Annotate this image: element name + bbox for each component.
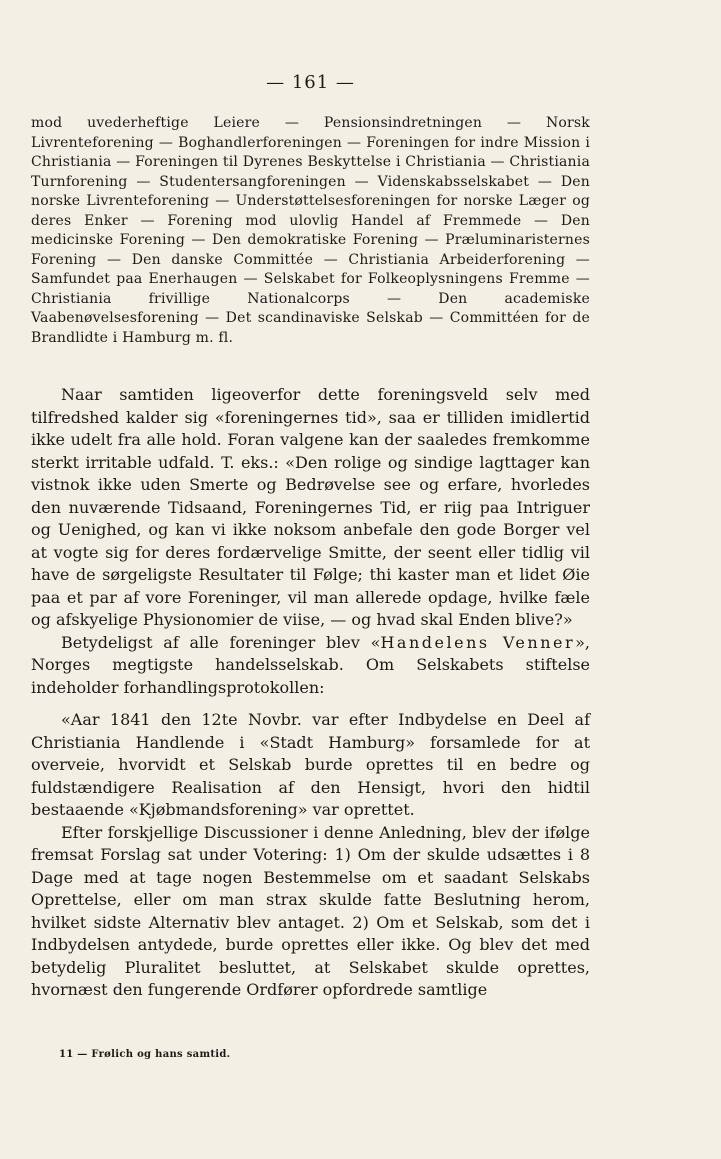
paragraph-2: [31, 632, 590, 700]
paragraph-2-after: », Norges megtigste handelsselskab. Om Selskabets stiftelse indeholder forhandlingsprotokollen:: [31, 632, 590, 697]
page-number: — 161 —: [266, 72, 355, 93]
society-name: Handelens Venner: [380, 632, 576, 652]
paragraph-2-before: Betydeligst af alle foreninger blev «: [61, 632, 381, 652]
association-list-paragraph: mod uvederheftige Leiere — Pensionsindretningen — Norsk Livrenteforening — Boghandlerforeningen — Foreningen for indre Mission i Christiania — Foreningen til Dyrenes Beskyttelse i Christiania — Christiania Turnforening — Studentersangforeningen — Videnskabsselskabet — Den norske Livrenteforening — Understøttelsesforeningen for norske Læger og deres Enker — Forening mod ulovlig Handel af Fremmede — Den medicinske Forening — Den demokratiske Forening — Præluminaristernes Forening — Den danske Committée — Christiania Arbeiderforening — Samfundet paa Enerhaugen — Selskabet for Folkeoplysningens Fremme — Christiania frivillige Nationalcorps — Den academiske Vaabenøvelsesforening — Det scandinaviske Selskab — Committéen for de Brandlidte i Hamburg m. fl.: [31, 115, 590, 346]
paragraph-3: «Aar 1841 den 12te Novbr. var efter Indbydelse en Deel af Christiania Handlende i «Stadt Hamburg» forsamlede for at overveie, hvorvidt et Selskab burde oprettes til en bedre og fuldstændigere Realisation af den Hensigt, hvori den hidtil bestaaende «Kjøbmandsforening» var oprettet.: [31, 710, 590, 819]
book-page: [31, 0, 590, 1159]
paragraph-1: Naar samtiden ligeoverfor dette foreningsveld selv med tilfredshed kalder sig «foreningernes tid», saa er tilliden imidlertid ikke udelt fra alle hold. Foran valgene kan der saaledes fremkomme sterkt irritable udfald. T. eks.: «Den rolige og sindige lagttager kan vistnok ikke uden Smerte og Bedrøvelse see og erfare, hvorledes den nuværende Tidsaand, Foreningernes Tid, er riig paa Intriguer og Uenighed, og kan vi ikke noksom anbefale den gode Borger vel at vogte sig for deres fordærvelige Smitte, der seent eller tidlig vil have de sørgeligste Resultater til Følge; thi kaster man et lidet Øie paa et par af vore Foreninger, vil man allerede opdage, hvilke fæle og afskyelige Physionomier de viise, — og hvad skal Enden blive?»: [31, 385, 590, 629]
main-text: [31, 384, 590, 1002]
printer-signature: 11 — Frølich og hans samtid.: [59, 1049, 231, 1060]
paragraph-4: Efter forskjellige Discussioner i denne Anledning, blev der ifølge fremsat Forslag sat under Votering: 1) Om der skulde udsættes i 8 Dage med at tage nogen Bestemmelse om et saadant Selskabs Oprettelse, eller om man strax skulde fatte Beslutning herom, hvilket sidste Alternativ blev antaget. 2) Om et Selskab, som det i Indbydelsen antydede, burde oprettes eller ikke. Og blev det med betydelig Pluralitet besluttet, at Selskabet skulde oprettes, hvornæst den fungerende Ordfører opfordrede samtlige: [31, 822, 590, 999]
